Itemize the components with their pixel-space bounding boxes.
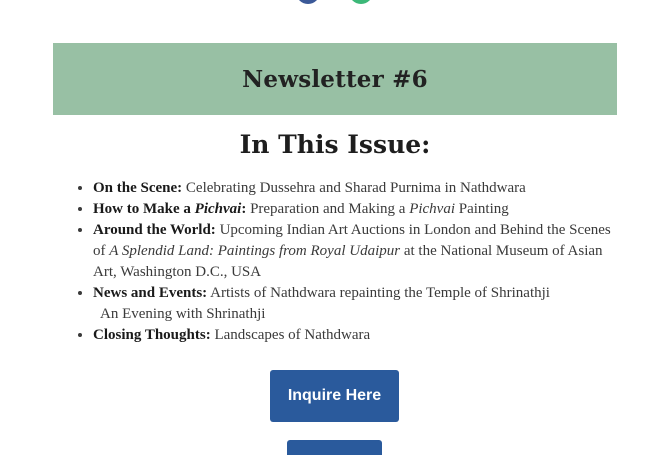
- section-title: In This Issue:: [239, 130, 431, 159]
- item-subline: An Evening with Shrinathji: [100, 306, 266, 322]
- list-item: [93, 283, 613, 325]
- share-icon[interactable]: [349, 0, 373, 4]
- secondary-button[interactable]: [287, 440, 382, 455]
- newsletter-title: Newsletter #6: [242, 65, 428, 93]
- item-text: Artists of Nathdwara repainting the Temple of Shrinathji: [207, 285, 550, 301]
- item-text: Celebrating Dussehra and Sharad Purnima in Nathdwara: [182, 180, 526, 196]
- list-item: [93, 199, 613, 220]
- item-label: News and Events:: [93, 285, 208, 301]
- item-text: at the National Museum of Asian Art, Washington D.C., USA: [93, 243, 603, 280]
- item-text-em: A Splendid Land: Paintings from Royal Udaipur: [109, 243, 401, 259]
- issue-list: [75, 178, 613, 346]
- item-text: Upcoming Indian Art Auctions in London and Behind the Scenes of: [93, 222, 611, 259]
- newsletter-banner: [53, 43, 617, 115]
- item-label: Around the World:: [93, 222, 216, 238]
- item-text: Preparation and Making a: [246, 201, 410, 217]
- list-item: [93, 325, 613, 346]
- item-label: On the Scene:: [93, 180, 183, 196]
- list-item: [93, 220, 613, 283]
- item-text: Painting: [455, 201, 509, 217]
- inquire-button[interactable]: Inquire Here: [270, 370, 399, 422]
- item-text: Landscapes of Nathdwara: [210, 327, 371, 343]
- item-text-em: Pichvai: [409, 201, 456, 217]
- list-item: [93, 178, 613, 199]
- item-label: Closing Thoughts:: [93, 327, 211, 343]
- item-label: How to Make a Pichvai:: [93, 201, 247, 217]
- facebook-icon[interactable]: [296, 0, 320, 4]
